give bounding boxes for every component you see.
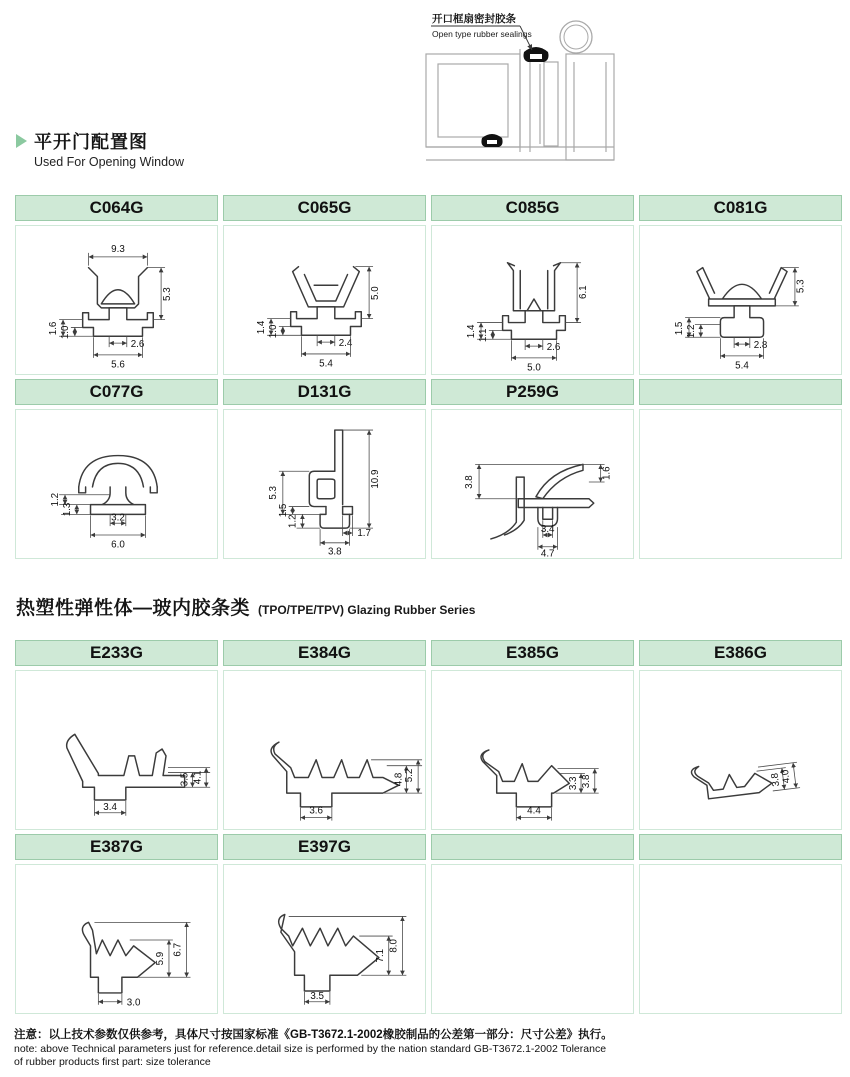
profile-cell-C064G bbox=[15, 225, 218, 375]
profile-drawing-C081G bbox=[640, 225, 841, 375]
dim-label: 1.6 bbox=[48, 321, 60, 336]
dim-label: 3.3 bbox=[568, 776, 580, 791]
dim-label: 5.3 bbox=[267, 486, 279, 500]
profile-cell-empty bbox=[431, 864, 634, 1014]
profile-cell-empty bbox=[639, 409, 842, 559]
dim-label: 1.5 bbox=[674, 321, 686, 336]
profile-drawing-C077G bbox=[16, 409, 217, 559]
dim-label: 10.9 bbox=[369, 469, 381, 489]
profile-table-glazing-rubber bbox=[15, 640, 835, 1014]
dim-label: 6.7 bbox=[172, 942, 184, 957]
profile-code-header: E385G bbox=[431, 640, 634, 666]
dim-label: 1.2 bbox=[685, 324, 697, 339]
section1-title-en: Used For Opening Window bbox=[34, 155, 185, 169]
dim-label: 1.6 bbox=[601, 466, 613, 481]
profile-code-header: E397G bbox=[223, 834, 426, 860]
profile-code-header: C085G bbox=[431, 195, 634, 221]
profile-code-header: E387G bbox=[15, 834, 218, 860]
dim-label: 1.0 bbox=[267, 324, 279, 339]
profile-code-header: C077G bbox=[15, 379, 218, 405]
profile-drawing-E385G bbox=[432, 670, 633, 830]
profile-code-header: C065G bbox=[223, 195, 426, 221]
profile-code-header: E386G bbox=[639, 640, 842, 666]
profile-code-header: P259G bbox=[431, 379, 634, 405]
window-section-diagram bbox=[398, 4, 638, 169]
dim-label: 3.8 bbox=[769, 772, 783, 788]
dim-label: 2.6 bbox=[130, 339, 145, 351]
profile-cell-C077G bbox=[15, 409, 218, 559]
dim-label: 5.4 bbox=[735, 360, 749, 372]
dim-label: 3.4 bbox=[103, 801, 117, 813]
dim-label: 1.4 bbox=[256, 320, 268, 335]
dim-label: 5.4 bbox=[319, 358, 333, 370]
profile-cell-C085G bbox=[431, 225, 634, 375]
round-tube bbox=[560, 21, 592, 53]
dim-label: 6.0 bbox=[111, 539, 125, 551]
dim-label: 5.3 bbox=[161, 287, 173, 301]
dim-label: 5.3 bbox=[795, 279, 807, 294]
footnote-en-line2: of rubber products first part: size tolerance bbox=[14, 1056, 211, 1069]
dim-label: 4.7 bbox=[540, 548, 555, 559]
profile-code-header: C064G bbox=[15, 195, 218, 221]
profile-code-header: D131G bbox=[223, 379, 426, 405]
rubber-seal-top bbox=[524, 47, 549, 62]
dim-label: 3.5 bbox=[310, 990, 324, 1002]
dim-label: 7.1 bbox=[374, 948, 386, 963]
profile-code-header: E384G bbox=[223, 640, 426, 666]
dim-label: 1.3 bbox=[61, 502, 73, 517]
profile-code-header-empty bbox=[431, 834, 634, 860]
profile-cell-E385G bbox=[431, 670, 634, 830]
profile-cell-P259G bbox=[431, 409, 634, 559]
profile-cell-E397G bbox=[223, 864, 426, 1014]
dim-label: 1.2 bbox=[287, 514, 299, 529]
dim-label: 1.7 bbox=[357, 527, 371, 539]
section2-title-en: (TPO/TPE/TPV) Glazing Rubber Series bbox=[258, 603, 476, 617]
profile-drawing-D131G bbox=[224, 409, 425, 559]
footnote-en-line1: note: above Technical parameters just for reference.detail size is performed by the nation standard GB-T3672.1-2002 Tolerance bbox=[14, 1043, 607, 1055]
profile-drawing-E397G bbox=[224, 864, 425, 1014]
profile-cell-E387G bbox=[15, 864, 218, 1014]
dim-label: 3.5 bbox=[179, 772, 191, 787]
dim-label: 5.0 bbox=[527, 362, 541, 374]
profile-drawing-P259G bbox=[432, 409, 633, 559]
dim-label: 5.2 bbox=[404, 768, 416, 783]
profile-cell-D131G bbox=[223, 409, 426, 559]
dim-label: 4.1 bbox=[192, 770, 204, 785]
profile-cell-E233G bbox=[15, 670, 218, 830]
profile-drawing-E387G bbox=[16, 864, 217, 1014]
section1-heading bbox=[16, 128, 184, 169]
profile-code-header: C081G bbox=[639, 195, 842, 221]
dim-label: 5.9 bbox=[155, 951, 167, 966]
footnote-cn: 注意：以上技术参数仅供参考，具体尺寸按国家标准《GB-T3672.1-2002橡胶制品的公差第一部分：尺寸公差》执行。 bbox=[14, 1029, 613, 1041]
dim-label: 1.5 bbox=[277, 503, 289, 518]
profile-drawing-E233G bbox=[16, 670, 217, 830]
dim-label: 5.0 bbox=[369, 286, 381, 300]
dim-label: 3.0 bbox=[126, 997, 141, 1009]
profile-cell-E384G bbox=[223, 670, 426, 830]
footnote bbox=[14, 1026, 814, 1069]
aluminium-frame-outline bbox=[426, 49, 614, 160]
dim-label: 3.8 bbox=[327, 546, 342, 558]
callout-label-en: Open type rubber sealings bbox=[432, 29, 532, 39]
dim-label: 5.6 bbox=[111, 359, 125, 371]
dim-label: 6.1 bbox=[577, 285, 589, 299]
profile-code-header-empty bbox=[639, 379, 842, 405]
dim-label: 1.4 bbox=[466, 324, 478, 339]
profile-drawing-C085G bbox=[432, 225, 633, 375]
profile-code-header-empty bbox=[639, 834, 842, 860]
dim-label: 1.0 bbox=[59, 325, 71, 340]
profile-drawing-C064G bbox=[16, 225, 217, 375]
dim-label: 9.3 bbox=[111, 243, 125, 255]
section2-title-cn: 热塑性弹性体—玻内胶条类 bbox=[16, 598, 251, 619]
right-triangle-icon bbox=[16, 134, 27, 148]
dim-label: 3.8 bbox=[464, 475, 476, 489]
section1-title-cn: 平开门配置图 bbox=[34, 132, 148, 152]
dim-label: 1.2 bbox=[50, 492, 62, 507]
profile-table-opening-window bbox=[15, 195, 835, 559]
profile-drawing-C065G bbox=[224, 225, 425, 375]
profile-code-header: E233G bbox=[15, 640, 218, 666]
dim-label: 8.0 bbox=[388, 939, 400, 953]
dim-label: 1.1 bbox=[477, 328, 489, 343]
profile-drawing-E384G bbox=[224, 670, 425, 830]
dim-label: 3.4 bbox=[540, 524, 555, 536]
section2-heading bbox=[16, 593, 475, 620]
dim-label: 4.0 bbox=[780, 769, 793, 784]
profile-cell-C065G bbox=[223, 225, 426, 375]
profile-cell-empty bbox=[639, 864, 842, 1014]
dim-label: 3.6 bbox=[309, 805, 323, 817]
dim-label: 4.4 bbox=[527, 805, 541, 817]
profile-drawing-E386G bbox=[640, 670, 841, 830]
dim-label: 3.8 bbox=[580, 774, 592, 789]
dim-label: 2.6 bbox=[546, 342, 561, 354]
dim-label: 4.8 bbox=[393, 772, 405, 787]
callout-label-cn: 开口框扇密封胶条 bbox=[432, 13, 516, 25]
dim-label: 2.8 bbox=[753, 340, 768, 352]
profile-cell-C081G bbox=[639, 225, 842, 375]
profile-cell-E386G bbox=[639, 670, 842, 830]
dim-label: 2.4 bbox=[338, 338, 353, 350]
dim-label: 3.2 bbox=[111, 512, 125, 524]
rubber-seal-bottom bbox=[481, 134, 502, 147]
round-tube-inner bbox=[564, 25, 588, 49]
